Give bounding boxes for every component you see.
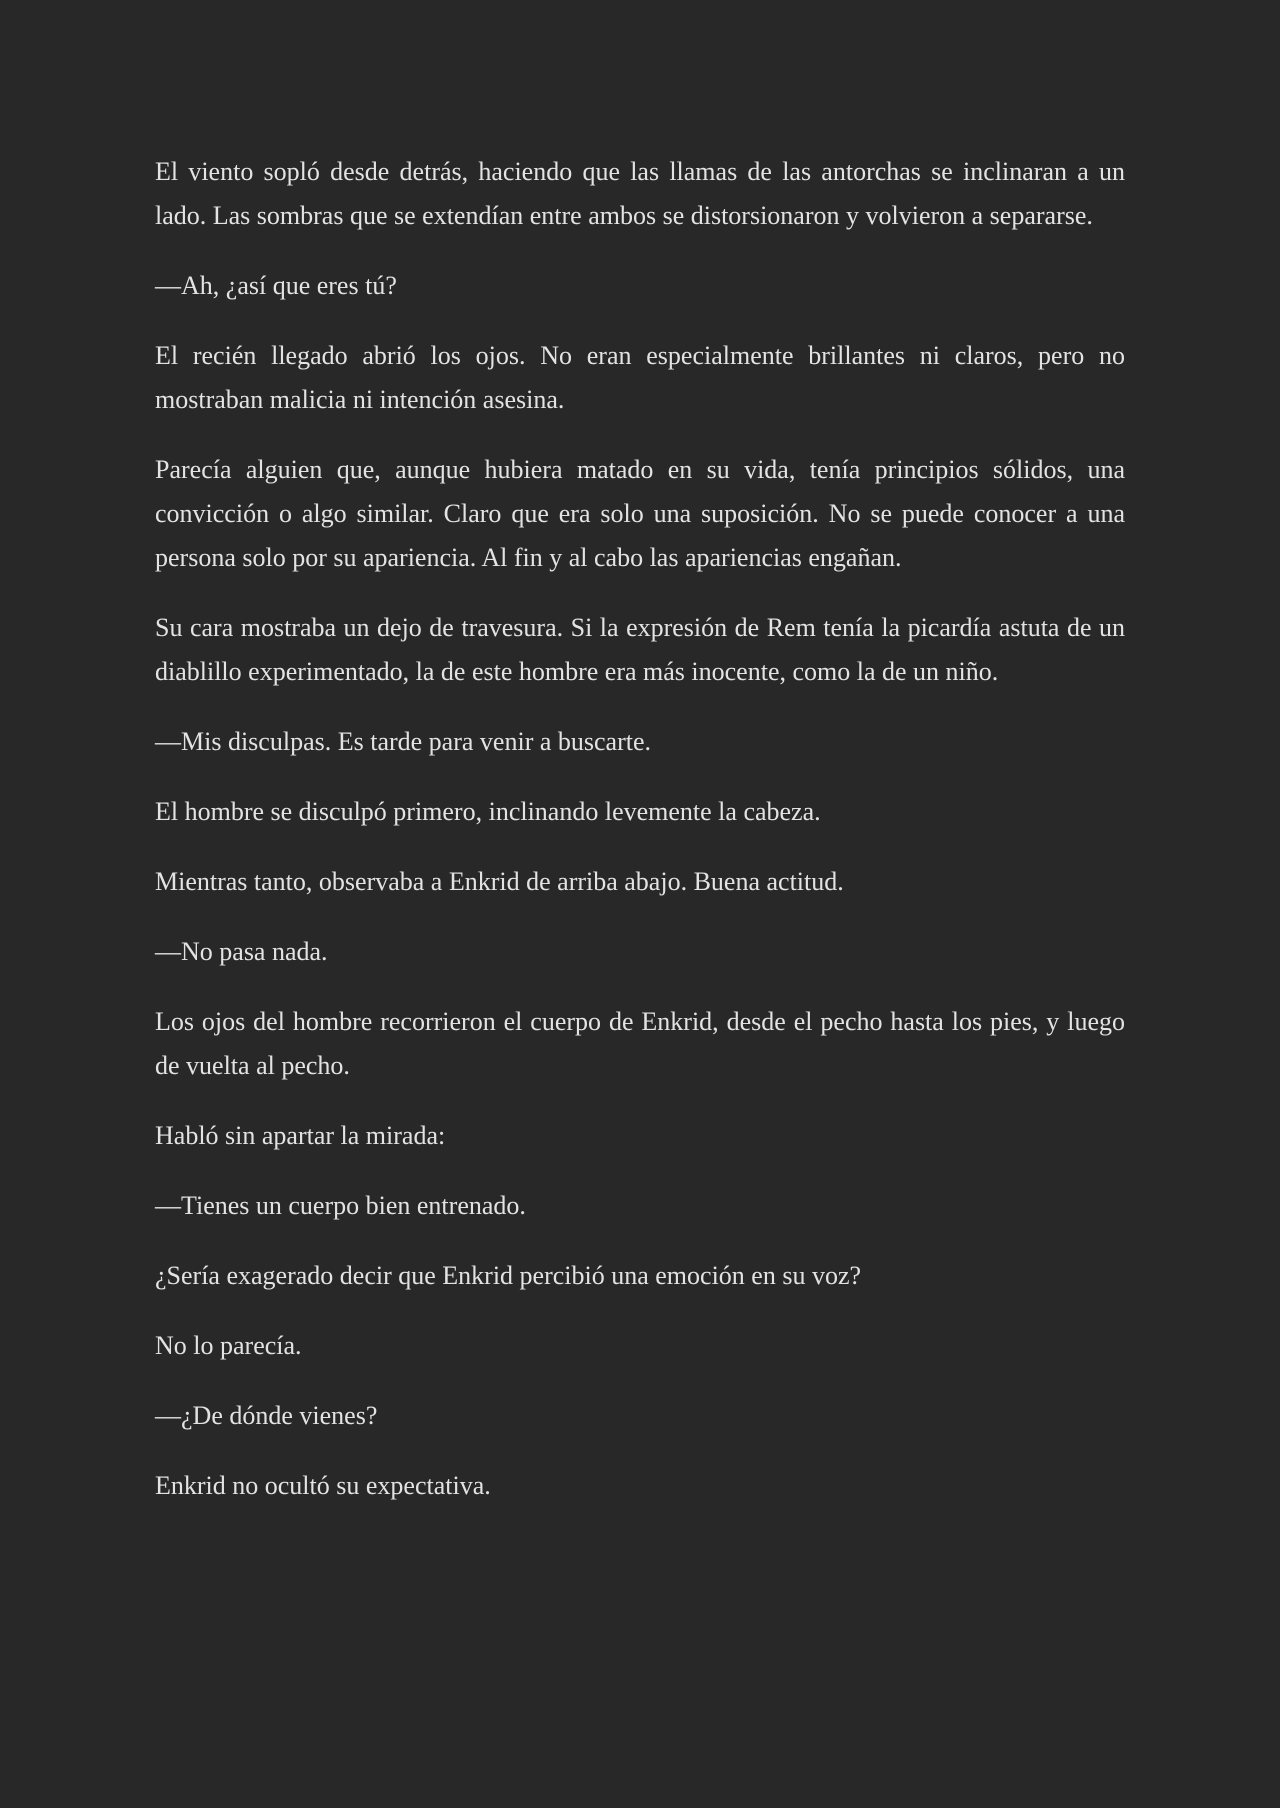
paragraph: Su cara mostraba un dejo de travesura. Si la expresión de Rem tenía la picardía astuta de un diablillo experimentado, la de este hombre era más inocente, como la de un niño. — [155, 613, 1125, 686]
paragraph: —No pasa nada. — [155, 937, 328, 966]
paragraph: El viento sopló desde detrás, haciendo que las llamas de las antorchas se inclinaran a un lado. Las sombras que se extendían entre ambos se distorsionaron y volvieron a separarse. — [155, 157, 1125, 230]
paragraph: Mientras tanto, observaba a Enkrid de arriba abajo. Buena actitud. — [155, 867, 844, 896]
paragraph: El hombre se disculpó primero, inclinando levemente la cabeza. — [155, 797, 821, 826]
paragraph: —¿De dónde vienes? — [155, 1401, 378, 1430]
paragraph: —Mis disculpas. Es tarde para venir a buscarte. — [155, 727, 652, 756]
paragraph: Enkrid no ocultó su expectativa. — [155, 1471, 491, 1500]
paragraph: —Ah, ¿así que eres tú? — [155, 271, 397, 300]
paragraph: No lo parecía. — [155, 1331, 302, 1360]
paragraph: Parecía alguien que, aunque hubiera matado en su vida, tenía principios sólidos, una convicción o algo similar. Claro que era solo una suposición. No se puede conocer a una persona solo por su apariencia. Al fin y al cabo las apariencias engañan. — [155, 455, 1125, 572]
paragraph: ¿Sería exagerado decir que Enkrid percibió una emoción en su voz? — [155, 1261, 862, 1290]
paragraph: —Tienes un cuerpo bien entrenado. — [155, 1191, 526, 1220]
paragraph: Los ojos del hombre recorrieron el cuerpo de Enkrid, desde el pecho hasta los pies, y luego de vuelta al pecho. — [155, 1007, 1125, 1080]
paragraph: El recién llegado abrió los ojos. No eran especialmente brillantes ni claros, pero no mostraban malicia ni intención asesina. — [155, 341, 1125, 414]
paragraph: Habló sin apartar la mirada: — [155, 1121, 446, 1150]
